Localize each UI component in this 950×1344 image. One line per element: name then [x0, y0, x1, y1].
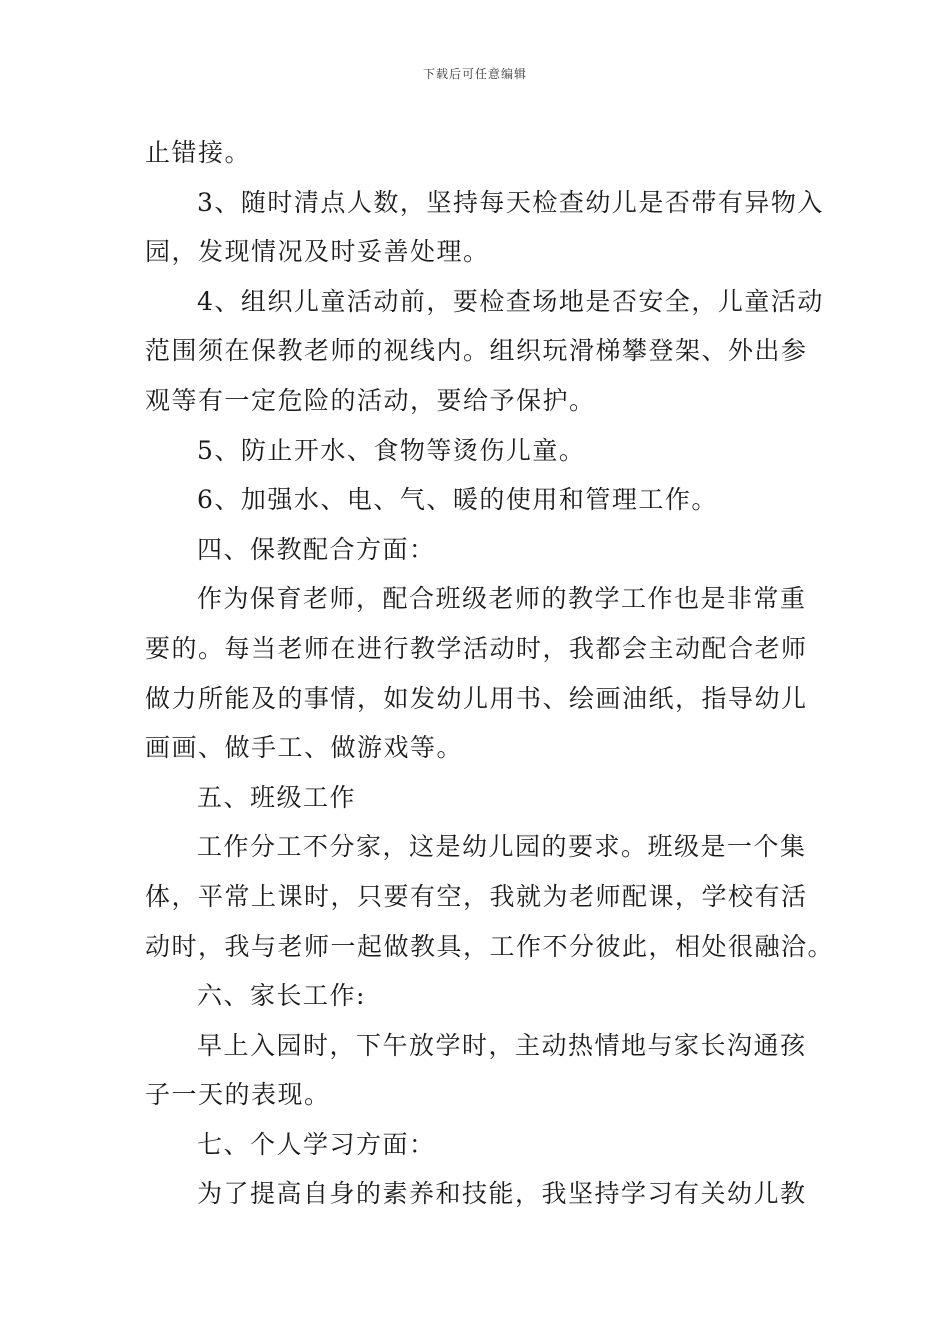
text-line: 画画、做手工、做游戏等。 [145, 733, 464, 763]
text-line: 4、组织儿童活动前，要检查场地是否安全，儿童活动 [197, 286, 824, 316]
text-line: 作为保育老师，配合班级老师的教学工作也是非常重 [197, 584, 807, 614]
text-line: 做力所能及的事情，如发幼儿用书、绘画油纸，指导幼儿 [145, 683, 808, 713]
section-heading: 四、保教配合方面： [197, 534, 436, 564]
text-line: 5、防止开水、食物等烫伤儿童。 [197, 435, 586, 465]
text-line: 体，平常上课时，只要有空，我就为老师配课，学校有活 [145, 881, 808, 911]
document-body [145, 128, 835, 1219]
section-heading: 七、个人学习方面： [197, 1129, 436, 1159]
text-line: 6、加强水、电、气、暖的使用和管理工作。 [197, 485, 718, 515]
text-line: 3、随时清点人数，坚持每天检查幼儿是否带有异物入 [197, 187, 824, 217]
text-line: 早上入园时，下午放学时，主动热情地与家长沟通孩 [197, 1030, 807, 1060]
text-line: 要的。每当老师在进行教学活动时，我都会主动配合老师 [145, 633, 808, 663]
section-heading: 五、班级工作 [197, 782, 357, 812]
section-heading: 六、家长工作: [197, 981, 366, 1011]
page-header-note: 下载后可任意编辑 [422, 67, 527, 81]
text-line: 范围须在保教老师的视线内。组织玩滑梯攀登架、外出参 [145, 336, 808, 366]
text-line: 为了提高自身的素养和技能，我坚持学习有关幼儿教 [197, 1179, 807, 1209]
text-line: 动时，我与老师一起做教具，工作不分彼此，相处很融洽。 [145, 931, 835, 961]
text-line: 工作分工不分家，这是幼儿园的要求。班级是一个集 [197, 832, 807, 862]
text-line: 园，发现情况及时妥善处理。 [145, 237, 490, 267]
text-line: 子一天的表现。 [145, 1080, 331, 1110]
text-line: 止错接。 [145, 138, 252, 167]
text-line: 观等有一定危险的活动，要给予保护。 [145, 385, 596, 415]
